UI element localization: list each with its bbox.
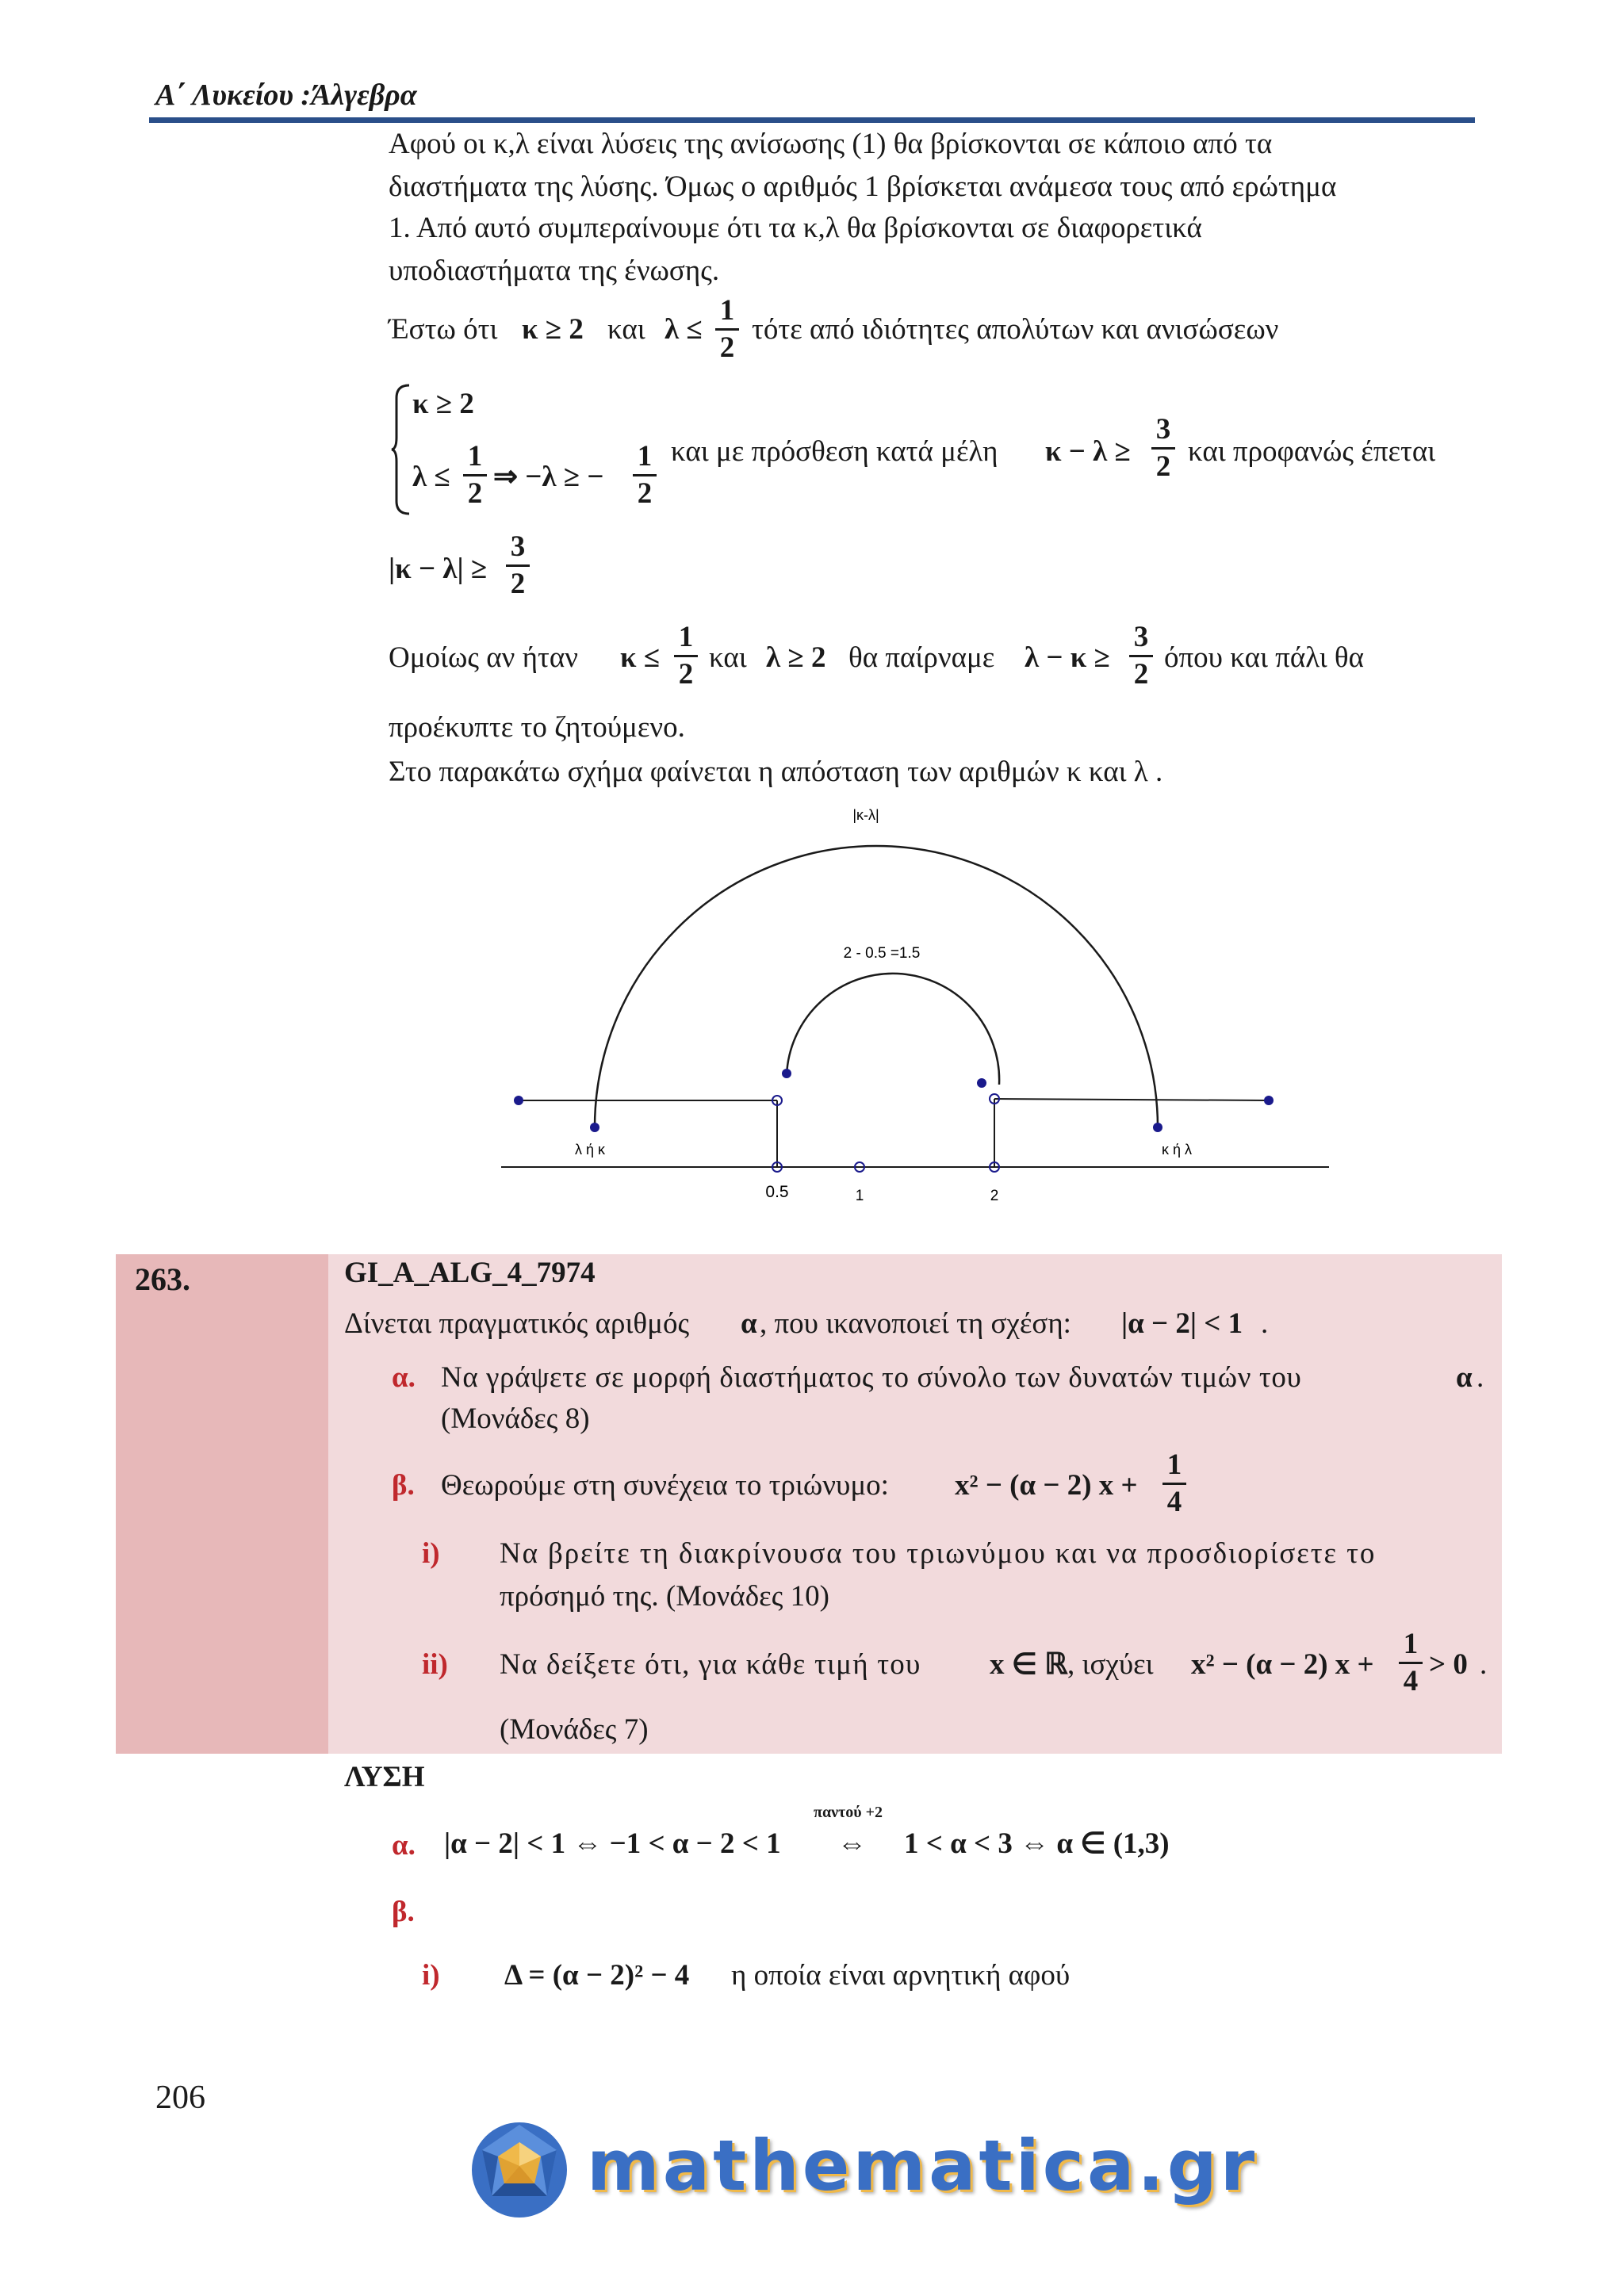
question-a-label: α. <box>392 1361 416 1394</box>
system-line-2b: ⇒ −λ ≥ − <box>493 461 604 493</box>
solution-a-part-2: 1 < α < 3 ⇔ α ∈ (1,3) <box>904 1827 1170 1860</box>
label-left-point: λ ή κ <box>574 1142 606 1158</box>
abs-inequality: |κ − λ| ≥ <box>389 553 488 585</box>
omoios-mid: θα παίρναμε <box>848 641 995 674</box>
fraction-quarter: 1 4 <box>1162 1448 1186 1520</box>
question-a-marks: (Μονάδες 8) <box>441 1402 590 1435</box>
estw-kai: και <box>607 313 645 346</box>
question-bi-text-1: Να βρείτε τη διακρίνουσα του τριωνύμου και να προσδιορίσετε το <box>500 1537 1377 1570</box>
estw-l-ineq: λ ≤ <box>665 313 703 346</box>
system-tail-c: και προφανώς έπεται <box>1188 435 1436 468</box>
exercise-number: 263. <box>135 1261 190 1297</box>
omoios-k: κ ≤ <box>620 641 661 674</box>
statement-alpha: α <box>741 1307 757 1340</box>
intro-line-1: Αφού οι κ,λ είναι λύσεις της ανίσωσης (1) θα βρίσκονται σε κάποιο από τα <box>389 128 1273 160</box>
intro-line-3: 1. Από αυτό συμπεραίνουμε ότι τα κ,λ θα βρίσκονται σε διαφορετικά <box>389 212 1202 244</box>
right-segment <box>994 1099 1269 1100</box>
question-b-trinomial: x² − (α − 2) x + <box>955 1469 1138 1502</box>
solution-bi-label: i) <box>422 1959 440 1992</box>
outer-arc <box>595 846 1158 1127</box>
tick-label-2: 2 <box>990 1188 999 1204</box>
figure-caption: Στο παρακάτω σχήμα φαίνεται η απόσταση των αριθμών κ και λ . <box>389 756 1163 788</box>
label-inner-distance: 2 - 0.5 =1.5 <box>843 945 921 962</box>
fraction-half: 1 2 <box>674 620 698 692</box>
omoios-lk: λ − κ ≥ <box>1025 641 1110 674</box>
tick-label-05: 0.5 <box>765 1183 789 1201</box>
estw-text: Έστω ότι <box>389 313 498 346</box>
estw-k-ineq: κ ≥ 2 <box>522 313 584 346</box>
question-bii-gt: > 0 <box>1429 1648 1468 1681</box>
point <box>514 1096 523 1105</box>
point <box>782 1069 791 1078</box>
point-left-end <box>590 1123 599 1132</box>
solution-a-label: α. <box>392 1829 416 1862</box>
question-b-text: Θεωρούμε στη συνέχεια το τριώνυμο: <box>441 1469 889 1502</box>
mathematica-logo-icon <box>468 2118 571 2221</box>
intro-line-4: υποδιαστήματα της ένωσης. <box>389 254 720 287</box>
question-bii-dot: . <box>1480 1648 1488 1681</box>
label-abs-distance: |κ-λ| <box>852 809 879 823</box>
system-line-2a: λ ≤ <box>412 461 450 493</box>
header-rule <box>149 117 1475 123</box>
fraction-half: 1 2 <box>715 293 739 365</box>
point <box>977 1078 986 1088</box>
inner-arc <box>787 974 999 1085</box>
distance-figure <box>500 809 1340 1229</box>
question-bii-expression: x² − (α − 2) x + <box>1191 1648 1374 1681</box>
question-bii-marks: (Μονάδες 7) <box>500 1713 649 1746</box>
page-number: 206 <box>155 2080 205 2116</box>
statement-relation: |α − 2| < 1 <box>1121 1307 1243 1340</box>
solution-a-iff: ⇔ <box>837 1827 867 1860</box>
solution-title: ΛΥΣΗ <box>344 1761 425 1793</box>
solution-b-label: β. <box>392 1896 415 1928</box>
point-right-end <box>1153 1123 1162 1132</box>
question-bi-label: i) <box>422 1537 440 1570</box>
question-bii-mid: , ισχύει <box>1067 1648 1154 1681</box>
exercise-code: GI_A_ALG_4_7974 <box>344 1257 596 1289</box>
solution-bi-discriminant: Δ = (α − 2)² − 4 <box>504 1959 690 1992</box>
question-a-text: Να γράψετε σε μορφή διαστήματος το σύνολο των δυνατών τιμών του <box>441 1361 1302 1394</box>
omoios-text: Ομοίως αν ήταν <box>389 641 578 674</box>
question-bii-label: ii) <box>422 1648 448 1681</box>
omoios-kai: και <box>709 641 747 674</box>
omoios-tail: όπου και πάλι θα <box>1164 641 1365 674</box>
brand-wordmark: mathematica.gr <box>587 2125 1258 2206</box>
fraction-half: 1 2 <box>463 439 487 511</box>
estw-tail: τότε από ιδιότητες απολύτων και ανισώσεων <box>752 313 1279 346</box>
intro-line-2: διαστήματα της λύσης. Όμως ο αριθμός 1 βρίσκεται ανάμεσα τους από ερώτημα <box>389 170 1337 203</box>
fraction-three-halves: 3 2 <box>1151 412 1175 484</box>
label-right-point: κ ή λ <box>1161 1142 1193 1158</box>
question-bii-domain: x ∈ ℝ <box>990 1648 1068 1681</box>
exercise-statement: Δίνεται πραγματικός αριθμός <box>344 1307 690 1340</box>
system-brace <box>390 384 412 515</box>
question-bii-text: Να δείξετε ότι, για κάθε τιμή του <box>500 1648 921 1681</box>
question-a-dot: . <box>1477 1361 1484 1394</box>
statement-rest: , που ικανοποιεί τη σχέση: <box>760 1307 1071 1340</box>
point <box>1264 1096 1274 1105</box>
system-tail-b: κ − λ ≥ <box>1045 435 1131 468</box>
exercise-number-panel <box>116 1254 328 1754</box>
solution-bi-text: η οποία είναι αρνητική αφού <box>731 1959 1071 1992</box>
question-b-label: β. <box>392 1469 415 1502</box>
system-tail-a: και με πρόσθεση κατά μέλη <box>671 435 998 468</box>
fraction-three-halves: 3 2 <box>506 530 530 602</box>
fraction-half: 1 2 <box>633 439 657 511</box>
fraction-three-halves: 3 2 <box>1129 620 1153 692</box>
omoios-line-2: προέκυπτε το ζητούμενο. <box>389 711 685 744</box>
fraction-quarter: 1 4 <box>1399 1627 1423 1699</box>
statement-dot: . <box>1261 1307 1269 1340</box>
system-line-1: κ ≥ 2 <box>412 388 474 420</box>
tick-label-1: 1 <box>855 1188 864 1204</box>
solution-a-part-1: |α − 2| < 1 ⇔ −1 < α − 2 < 1 <box>444 1827 781 1860</box>
question-bi-text-2: πρόσημό της. (Μονάδες 10) <box>500 1580 829 1613</box>
page-header-title: Α΄ Λυκείου :Άλγεβρα <box>155 78 417 112</box>
question-a-var: α <box>1456 1361 1473 1394</box>
solution-a-over-label: παντού +2 <box>814 1804 883 1821</box>
omoios-l: λ ≥ 2 <box>766 641 826 674</box>
